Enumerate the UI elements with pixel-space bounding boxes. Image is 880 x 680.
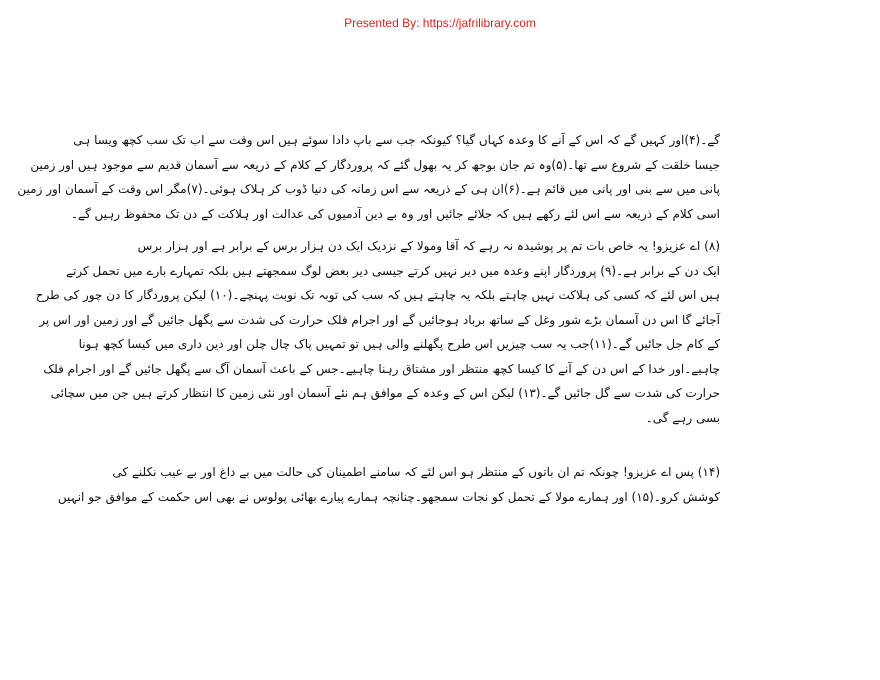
paragraph-verses-8-13 bbox=[35, 234, 720, 430]
paragraph-verses-14-15 bbox=[57, 460, 720, 509]
text-line: اسی کلام کے ذریعہ سے اس لئے رکھے ہیں کہ جلائے جائیں اور وہ بے دین آدمیوں کی عدالت اور ہلاکت کے دن تک محفوظ رہیں گے۔ bbox=[70, 206, 720, 221]
text-line: (۸) اے عزیزو! یہ خاص بات تم پر پوشیدہ نہ رہے کہ آقا ومولا کے نزدیک ایک دن ہزار برس کے برابر ہے اور ہزار برس bbox=[137, 239, 720, 253]
paragraph-verses-4-7 bbox=[17, 128, 720, 226]
text-line: چاہیے۔اور خدا کے اس دن کے آنے کا کیسا کچھ منتظر اور مشتاق رہنا چاہیے۔جس کے باعث آسمان آگ سے پگھل جائیں گے اور اجرام فلک bbox=[43, 361, 720, 376]
text-line: کوشش کرو۔(۱۵) اور ہمارے مولا کے تحمل کو نجات سمجھو۔چنانچہ ہمارے پیارے بھائی پولوس نے بھی اس حکمت کے موافق جو انہیں bbox=[57, 489, 720, 504]
text-line: بسی رہے گی۔ bbox=[645, 410, 720, 425]
text-line: آجائے گا اس دن آسمان بڑے شور وغل کے ساتھ برباد ہوجائیں گے اور اجرام فلک حرارت کی شدت سے پگھل جائیں گے اور زمین اور اس پر bbox=[39, 312, 720, 327]
presented-by-link[interactable]: Presented By: https://jafrilibrary.com bbox=[344, 16, 536, 30]
text-line: جیسا خلقت کے شروع سے تھا۔(۵)وہ تم جان بوجھ کر یہ بھول گئے کہ پروردگار کے کلام کے ذریعہ سے آسمان قدیم سے موجود ہیں اور زمین bbox=[30, 157, 720, 172]
text-line: کے کام جل جائیں گے۔(۱۱)جب یہ سب چیزیں اس طرح پگھلنے والی ہیں تو تمہیں پاک چال چلن اور دین داری میں کیسا کچھ ہونا bbox=[78, 337, 720, 351]
text-line: ہیں اس لئے کہ کسی کی ہلاکت نہیں چاہتے بلکہ یہ چاہتے ہیں کہ سب کی توبہ تک نوبت پہنچے۔(۱۰) لیکن پروردگار کا دن چور کی طرح bbox=[35, 288, 720, 302]
text-line: گے۔(۴)اور کہیں گے کہ اس کے آنے کا وعدہ کہاں گیا؟ کیونکہ جب سے باپ دادا سوئے ہیں اس وقت سے اب تک سب کچھ ویسا ہی bbox=[73, 133, 720, 147]
text-line: حرارت کی شدت سے گل جائیں گے۔(۱۳) لیکن اس کے وعدہ کے موافق ہم نئے آسمان اور نئی زمین کا انتظار کرتے ہیں جن میں سچائی bbox=[50, 386, 720, 400]
text-line: پانی میں سے بنی اور پانی میں قائم ہے۔(۶)ان ہی کے ذریعہ سے اس زمانہ کی دنیا ڈوب کر ہلاک ہوئی۔(۷)مگر اس وقت کے آسمان اور زمین bbox=[17, 182, 720, 196]
text-line: ایک دن کے برابر ہے۔(۹) پروردگار اپنے وعدہ میں دیر نہیں کرتے جیسی دیر بعض لوگ سمجھتے ہیں بلکہ تمہارے بارے میں تحمل کرتے bbox=[66, 263, 720, 278]
text-line: (۱۴) پس اے عزیزو! چونکہ تم ان باتوں کے منتظر ہو اس لئے کہ سامنے اطمینان کی حالت میں بے داغ اور بے عیب نکلنے کی bbox=[112, 465, 720, 479]
